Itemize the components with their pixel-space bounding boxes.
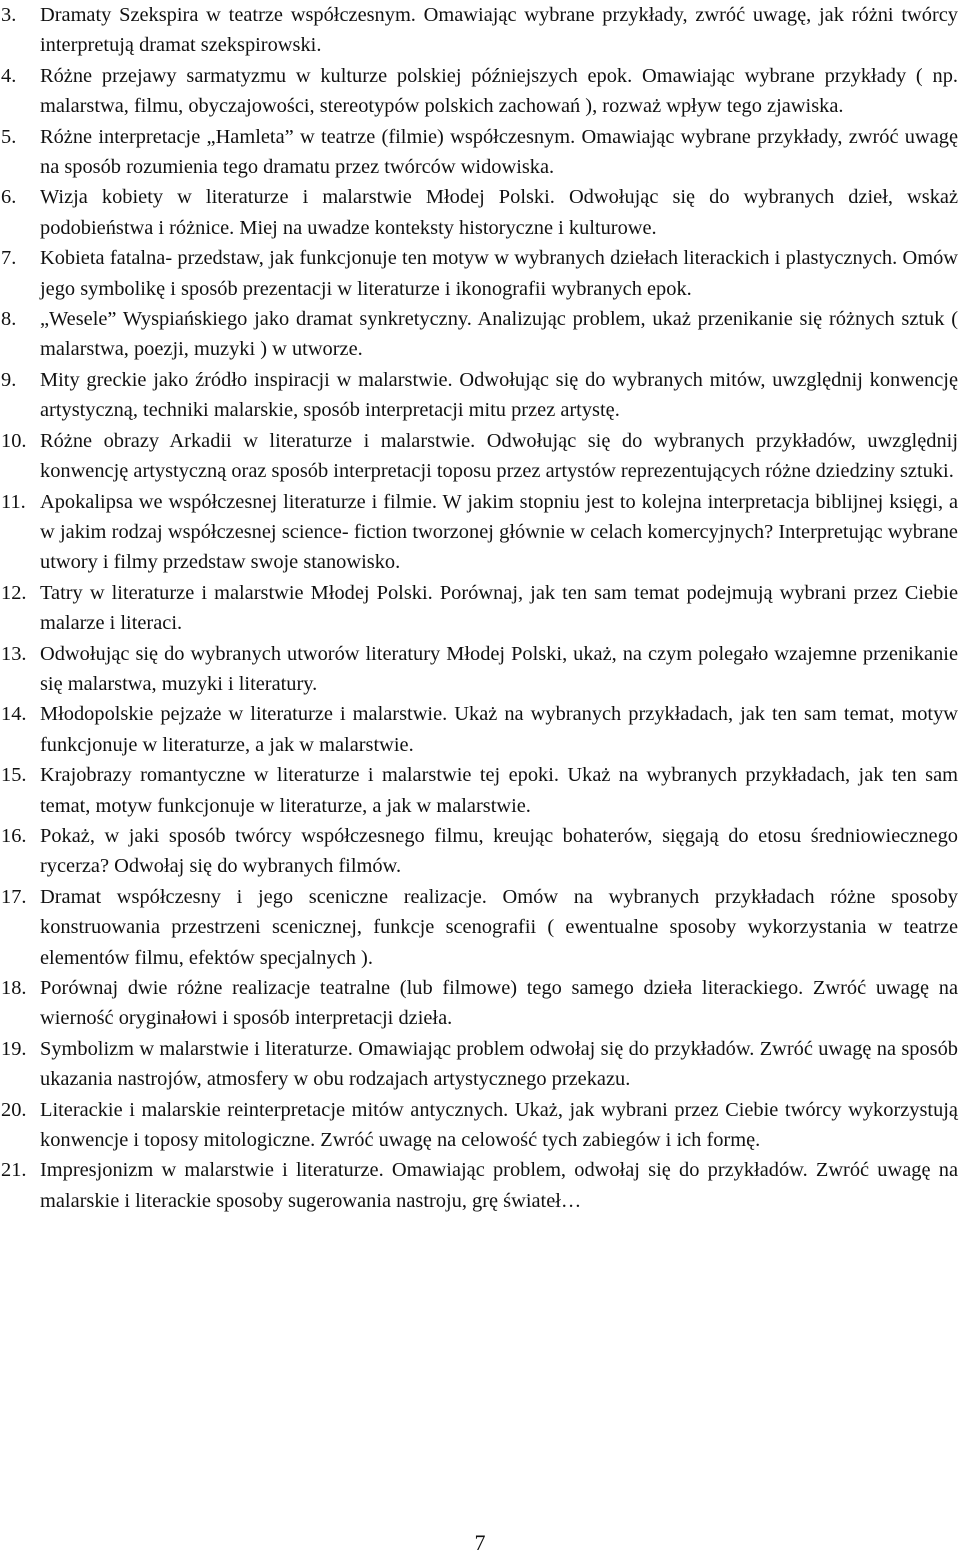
item-number: 14.: [1, 703, 27, 726]
list-item: [0, 122, 958, 183]
item-text: Dramaty Szekspira w teatrze współczesnym. Omawiając wybrane przykłady, zwróć uwagę, jak różni twórcy interpretują dramat szekspirowski.: [40, 4, 958, 57]
item-number: 6.: [1, 186, 17, 209]
item-text: „Wesele” Wyspiańskiego jako dramat synkretyczny. Analizując problem, ukaż przenikanie się różnych sztuk ( malarstwa, poezji, muzyki ) w utworze.: [40, 308, 958, 361]
item-text: Dramat współczesny i jego sceniczne realizacje. Omów na wybranych przykładach różne sposoby konstruowania przestrzeni scenicznej, funkcje scenografii ( ewentualne sposoby wykorzystania w teatrze elementów filmu, efektów specjalnych ).: [40, 885, 958, 969]
list-item: [0, 760, 958, 821]
list-item: [0, 1095, 958, 1156]
list-item: [0, 1155, 958, 1216]
item-text: Porównaj dwie różne realizacje teatralne (lub filmowe) tego samego dzieła literackiego. Zwróć uwagę na wierność oryginałowi i sposób interpretacji dzieła.: [40, 977, 958, 1030]
item-number: 12.: [1, 581, 27, 604]
item-text: Apokalipsa we współczesnej literaturze i filmie. W jakim stopniu jest to kolejna interpretacja biblijnej księgi, a w jakim rodzaj współczesnej science- fiction tworzonej głównie w celach komercyjnych? Interpretując wybrane utwory i filmy przedstaw swoje stanowisko.: [40, 490, 958, 574]
list-item: [0, 487, 958, 578]
list-item: [0, 821, 958, 882]
item-text: Symbolizm w malarstwie i literaturze. Omawiając problem odwołaj się do przykładów. Zwróć uwagę na sposób ukazania nastrojów, atmosfery w obu rodzajach artystycznego przekazu.: [40, 1037, 958, 1091]
list-item: [0, 426, 958, 487]
item-text: Impresjonizm w malarstwie i literaturze. Omawiając problem, odwołaj się do przykładów. Zwróć uwagę na malarskie i literackie sposoby sugerowania nastroju, grę świateł…: [40, 1159, 958, 1212]
page-number: 7: [474, 1530, 486, 1555]
list-item: [0, 882, 958, 973]
list-item: [0, 973, 958, 1034]
item-number: 5.: [1, 125, 17, 148]
list-item: [0, 365, 958, 426]
item-text: Krajobrazy romantyczne w literaturze i malarstwie tej epoki. Ukaż na wybranych przykładach, jak ten sam temat, motyw funkcjonuje w literaturze, a jak w malarstwie.: [40, 764, 958, 817]
item-text: Mity greckie jako źródło inspiracji w malarstwie. Odwołując się do wybranych mitów, uwzględnij konwencję artystyczną, techniki malarskie, sposób interpretacji mitu przez artystę.: [40, 368, 958, 422]
item-text: Kobieta fatalna- przedstaw, jak funkcjonuje ten motyw w wybranych dziełach literackich i plastycznych. Omów jego symbolikę i sposób prezentacji w literaturze i ikonografii wybranych epok.: [40, 247, 958, 300]
item-number: 18.: [1, 977, 27, 999]
item-text: Wizja kobiety w literaturze i malarstwie Młodej Polski. Odwołując się do wybranych dzieł, wskaż podobieństwa i różnice. Miej na uwadze konteksty historyczne i kulturowe.: [40, 186, 958, 239]
item-number: 4.: [1, 64, 17, 87]
item-number: 21.: [1, 1159, 27, 1182]
list-item: [0, 243, 958, 304]
list-item: [0, 699, 958, 760]
item-text: Różne przejawy sarmatyzmu w kulturze polskiej późniejszych epok. Omawiając wybrane przykłady ( np. malarstwa, filmu, obyczajowości, stereotypów polskich zachowań ), rozważ wpływ tego zjawiska.: [40, 64, 958, 118]
list-item: [0, 61, 958, 122]
item-number: 11.: [1, 490, 26, 513]
item-number: 8.: [1, 308, 17, 331]
list-item: [0, 639, 958, 700]
item-number: 9.: [1, 368, 17, 391]
item-text: Różne interpretacje „Hamleta” w teatrze (filmie) współczesnym. Omawiając wybrane przykłady, zwróć uwagę na sposób rozumienia tego dramatu przez twórców widowiska.: [40, 125, 958, 179]
list-item: [0, 304, 958, 365]
list-item: [0, 0, 958, 61]
item-number: 10.: [1, 429, 27, 452]
item-text: Odwołując się do wybranych utworów literatury Młodej Polski, ukaż, na czym polegało wzajemne przenikanie się malarstwa, muzyki i literatury.: [40, 642, 958, 695]
item-number: 15.: [1, 764, 27, 787]
item-number: 7.: [1, 247, 17, 270]
item-number: 20.: [1, 1098, 27, 1121]
item-text: Pokaż, w jaki sposób twórcy współczesnego filmu, kreując bohaterów, sięgają do etosu średniowiecznego rycerza? Odwołaj się do wybranych filmów.: [40, 824, 958, 878]
item-text: Tatry w literaturze i malarstwie Młodej Polski. Porównaj, jak ten sam temat podejmują wybrani przez Ciebie malarze i literaci.: [40, 581, 958, 635]
item-number: 19.: [1, 1037, 27, 1060]
item-number: 16.: [1, 824, 27, 847]
item-number: 17.: [1, 885, 27, 908]
item-text: Młodopolskie pejzaże w literaturze i malarstwie. Ukaż na wybranych przykładach, jak ten sam temat, motyw funkcjonuje w literaturze, a jak w malarstwie.: [40, 703, 958, 756]
item-number: 13.: [1, 642, 27, 665]
item-text: Różne obrazy Arkadii w literaturze i malarstwie. Odwołując się do wybranych przykładów, uwzględnij konwencję artystyczną oraz sposób interpretacji toposu przez artystów reprezentujących różne dziedziny sztuki.: [40, 429, 958, 483]
item-text: Literackie i malarskie reinterpretacje mitów antycznych. Ukaż, jak wybrani przez Ciebie twórcy wykorzystują konwencje i toposy mitologiczne. Zwróć uwagę na celowość tych zabiegów i ich formę.: [40, 1098, 958, 1152]
list-item: [0, 182, 958, 243]
list-item: [0, 1034, 958, 1095]
item-number: 3.: [1, 4, 17, 26]
list-item: [0, 578, 958, 639]
